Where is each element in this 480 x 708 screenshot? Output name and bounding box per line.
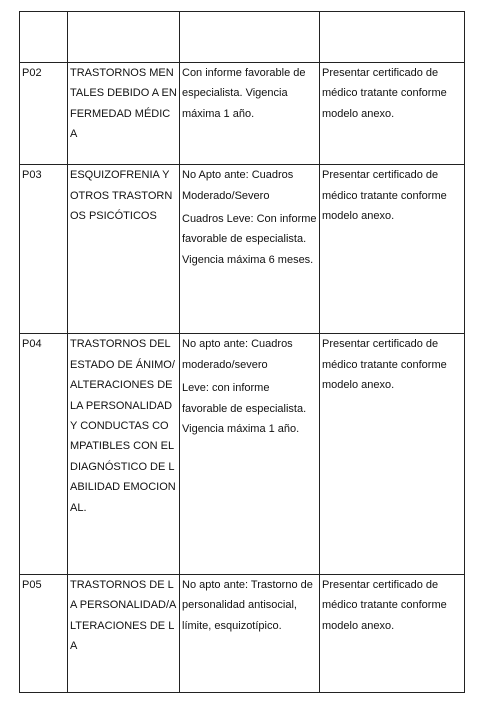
table-row bbox=[20, 334, 465, 574]
code-cell: P05 bbox=[20, 574, 68, 692]
requirement-cell bbox=[180, 63, 320, 165]
code-cell: P03 bbox=[20, 165, 68, 334]
action-cell: Presentar certificado de médico tratante conforme modelo anexo. bbox=[320, 574, 465, 692]
requirement-paragraph: No apto ante: Trastorno de personalidad antisocial, límite, esquizotípico. bbox=[182, 578, 313, 632]
table-body bbox=[20, 12, 465, 693]
requirement-cell bbox=[180, 165, 320, 334]
requirement-paragraph: No apto ante: Cuadros moderado/severo bbox=[182, 338, 293, 371]
requirement-paragraph: Leve: con informe favorable de especialista. Vigencia máxima 1 año. bbox=[182, 382, 307, 436]
condition-cell: ESQUIZOFRENIA Y OTROS TRASTORNOS PSICÓTICOS bbox=[68, 165, 180, 334]
requirement-cell bbox=[180, 334, 320, 574]
requirement-cell bbox=[180, 574, 320, 692]
code-cell bbox=[20, 12, 68, 63]
condition-cell: TRASTORNOS DEL ESTADO DE ÁNIMO/ALTERACIONES DE LA PERSONALIDAD Y CONDUCTAS COMPATIBLES CON EL DIAGNÓSTICO DE LABILIDAD EMOCIONAL. bbox=[68, 334, 180, 574]
conditions-table bbox=[19, 11, 465, 693]
action-cell: Presentar certificado de médico tratante conforme modelo anexo. bbox=[320, 63, 465, 165]
table-row bbox=[20, 574, 465, 692]
requirement-paragraph: No Apto ante: Cuadros Moderado/Severo bbox=[182, 169, 294, 202]
table-row bbox=[20, 165, 465, 334]
requirement-paragraph: Con informe favorable de especialista. Vigencia máxima 1 año. bbox=[182, 67, 306, 120]
code-cell: P02 bbox=[20, 63, 68, 165]
table-row bbox=[20, 63, 465, 165]
code-cell: P04 bbox=[20, 334, 68, 574]
requirement-paragraph: Cuadros Leve: Con informe favorable de especialista. Vigencia máxima 6 meses. bbox=[182, 213, 317, 266]
requirement-cell bbox=[180, 12, 320, 63]
action-cell: Presentar certificado de médico tratante conforme modelo anexo. bbox=[320, 334, 465, 574]
condition-cell: TRASTORNOS MENTALES DEBIDO A ENFERMEDAD MÉDICA bbox=[68, 63, 180, 165]
condition-cell: TRASTORNOS DE LA PERSONALIDAD/ALTERACIONES DE LA bbox=[68, 574, 180, 692]
action-cell bbox=[320, 12, 465, 63]
condition-cell bbox=[68, 12, 180, 63]
table-row bbox=[20, 12, 465, 63]
action-cell: Presentar certificado de médico tratante conforme modelo anexo. bbox=[320, 165, 465, 334]
